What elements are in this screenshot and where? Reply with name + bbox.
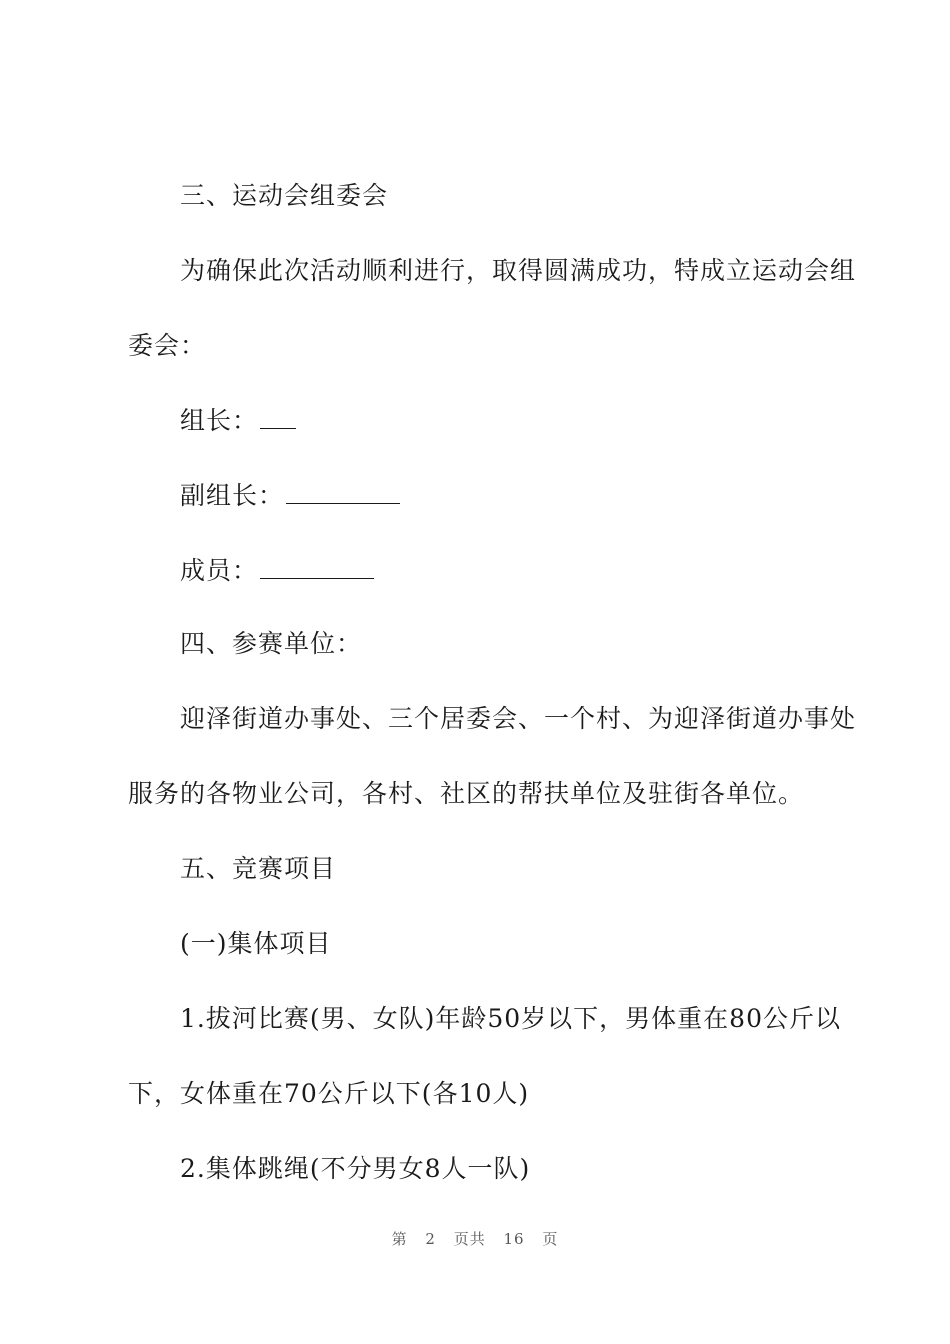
footer-total-pages: 16 xyxy=(503,1230,525,1248)
field-deputy-leader xyxy=(180,478,400,514)
blank-line xyxy=(286,481,400,504)
footer-page-number: 2 xyxy=(425,1230,436,1248)
blank-line xyxy=(260,556,374,579)
paragraph-line: 为确保此次活动顺利进行，取得圆满成功，特成立运动会组 xyxy=(180,256,857,285)
paragraph-line: 服务的各物业公司，各村、社区的帮扶单位及驻街各单位。 xyxy=(128,779,805,808)
paragraph-line: 委会： xyxy=(128,331,207,360)
field-label: 副组长： xyxy=(180,481,285,510)
paragraph-line: 迎泽街道办事处、三个居委会、一个村、为迎泽街道办事处 xyxy=(180,704,857,733)
subsection-heading: (一)集体项目 xyxy=(180,929,332,958)
page-footer xyxy=(0,1228,950,1249)
field-label: 成员： xyxy=(180,556,259,585)
blank-line xyxy=(260,406,296,429)
field-label: 组长： xyxy=(180,406,259,435)
footer-prefix: 第 xyxy=(391,1230,408,1248)
footer-middle: 页共 xyxy=(453,1230,486,1248)
section-heading-committee: 三、运动会组委会 xyxy=(180,181,389,210)
paragraph-line: 1.拔河比赛(男、女队)年龄50岁以下，男体重在80公斤以 xyxy=(180,1004,841,1033)
section-heading-units: 四、参赛单位： xyxy=(180,629,363,658)
footer-suffix: 页 xyxy=(542,1230,559,1248)
field-leader xyxy=(180,403,296,439)
paragraph-line: 下，女体重在70公斤以下(各10人) xyxy=(128,1079,530,1108)
section-heading-events: 五、竞赛项目 xyxy=(180,854,337,883)
field-members xyxy=(180,553,374,589)
paragraph-line: 2.集体跳绳(不分男女8人一队) xyxy=(180,1154,531,1183)
